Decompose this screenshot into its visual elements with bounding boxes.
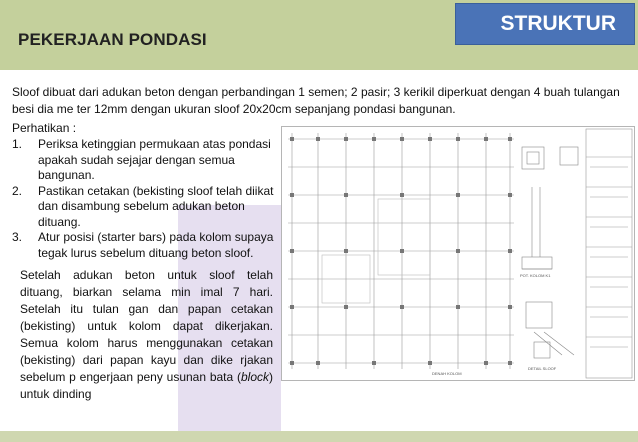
list-item <box>12 137 282 184</box>
list-text: Periksa ketinggian permukaan atas pondasi apakah sudah sejajar dengan semua bangunan. <box>38 137 271 182</box>
list-text: Pastikan cetakan (bekisting sloof telah diikat dan disambung sebelum adukan beton dituang. <box>38 183 274 229</box>
drawing-label: DETAIL SLOOF <box>528 366 557 371</box>
section-badge: STRUKTUR <box>455 3 635 45</box>
list-text: Atur posisi (starter bars) pada kolom supaya tegak lurus sebelum dituang beton sloof. <box>38 230 274 260</box>
notes-list <box>12 137 282 261</box>
notes-heading: Perhatikan : <box>12 121 77 135</box>
list-item <box>12 230 282 261</box>
technical-drawing-icon <box>281 126 635 381</box>
intro-text: Sloof dibuat dari adukan beton dengan perbandingan 1 semen; 2 pasir; 3 kerikil diperkuat dengan 4 buah tulangan besi dia me ter 12mm dengan ukuran sloof 20x20cm sepanjang pondasi bangunan. <box>12 85 620 116</box>
drawing-label: POT. KOLOM K1 <box>520 273 551 278</box>
list-number: 1. <box>12 137 23 151</box>
paragraph-italic: block <box>240 370 269 384</box>
footer-band <box>0 431 638 442</box>
paragraph-text: Setelah adukan beton untuk sloof telah dituang, biarkan selama min imal 7 hari. Setelah itu tulan gan dan papan cetakan (bekisting) untuk kolom dapat dikerjakan. Semua kolom harus menggunakan cetakan (bekisting) dari papan kayu dan dike rjakan sebelum p engerjaan peny usunan bata ( <box>20 268 273 384</box>
list-number: 3. <box>12 230 23 244</box>
page-title: PEKERJAAN PONDASI <box>18 30 207 49</box>
body-paragraph <box>20 267 273 403</box>
paragraph-text-end: ) untuk dinding <box>20 370 273 401</box>
drawing-label: DENAH KOLOM <box>432 371 462 376</box>
list-number: 2. <box>12 183 23 198</box>
list-item <box>12 184 282 231</box>
